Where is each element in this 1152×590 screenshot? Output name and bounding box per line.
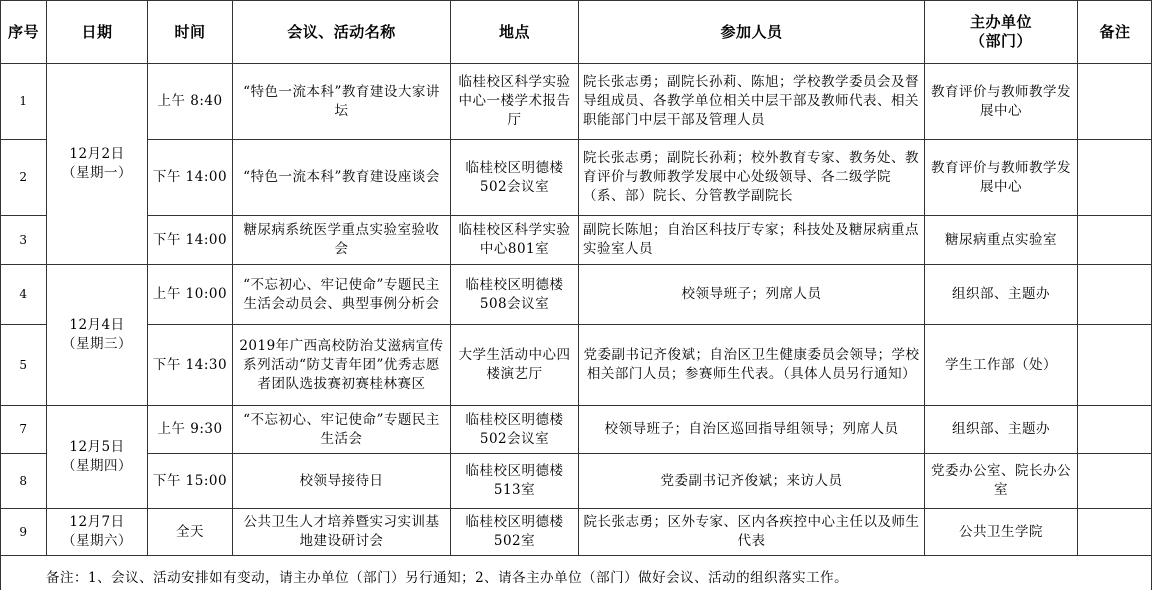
date-label: 12月4日 bbox=[69, 317, 125, 333]
row-remark bbox=[1078, 216, 1152, 265]
row-organizer: 糖尿病重点实验室 bbox=[925, 216, 1078, 265]
header-organizer bbox=[925, 1, 1078, 64]
row-organizer: 教育评价与教师教学发展中心 bbox=[925, 64, 1078, 140]
date-weekday: （星期六） bbox=[62, 533, 132, 549]
table-row bbox=[1, 406, 1152, 454]
row-seq: 2 bbox=[1, 140, 47, 216]
row-place: 临桂校区科学实验中心801室 bbox=[451, 216, 579, 265]
left-border bbox=[0, 0, 1, 590]
row-place: 大学生活动中心四楼演艺厅 bbox=[451, 325, 579, 406]
header-organizer-line2: （部门） bbox=[969, 32, 1032, 50]
table-row bbox=[1, 265, 1152, 325]
table-row bbox=[1, 140, 1152, 216]
table-row bbox=[1, 325, 1152, 406]
date-label: 12月7日 bbox=[69, 514, 125, 530]
row-participants: 校领导班子；列席人员 bbox=[579, 265, 925, 325]
row-time: 上午 9:30 bbox=[148, 406, 233, 454]
row-name: 公共卫生人才培养暨实习实训基地建设研讨会 bbox=[233, 509, 451, 556]
row-name: 校领导接待日 bbox=[233, 454, 451, 509]
table-row bbox=[1, 454, 1152, 509]
row-name: 糖尿病系统医学重点实验室验收会 bbox=[233, 216, 451, 265]
row-organizer: 组织部、主题办 bbox=[925, 265, 1078, 325]
row-name: “不忘初心、牢记使命”专题民主生活会动员会、典型事例分析会 bbox=[233, 265, 451, 325]
row-remark bbox=[1078, 509, 1152, 556]
row-name: 2019年广西高校防治艾滋病宣传系列活动“防艾青年团”优秀志愿者团队选拔赛初赛桂林赛区 bbox=[233, 325, 451, 406]
row-place: 临桂校区明德楼508会议室 bbox=[451, 265, 579, 325]
row-participants: 院长张志勇；区外专家、区内各疾控中心主任以及师生代表 bbox=[579, 509, 925, 556]
header-place: 地点 bbox=[451, 1, 579, 64]
row-name: “特色一流本科”教育建设座谈会 bbox=[233, 140, 451, 216]
row-remark bbox=[1078, 265, 1152, 325]
header-organizer-line1: 主办单位 bbox=[969, 13, 1032, 31]
row-time: 全天 bbox=[148, 509, 233, 556]
header-date: 日期 bbox=[47, 1, 148, 64]
row-seq: 7 bbox=[1, 406, 47, 454]
header-name: 会议、活动名称 bbox=[233, 1, 451, 64]
row-place: 临桂校区明德楼502会议室 bbox=[451, 406, 579, 454]
date-weekday: （星期一） bbox=[62, 165, 132, 181]
row-participants: 党委副书记齐俊斌；来访人员 bbox=[579, 454, 925, 509]
date-cell bbox=[47, 64, 148, 265]
row-remark bbox=[1078, 325, 1152, 406]
row-participants: 副院长陈旭；自治区科技厅专家；科技处及糖尿病重点实验室人员 bbox=[579, 216, 925, 265]
row-seq: 9 bbox=[1, 509, 47, 556]
row-time: 下午 14:00 bbox=[148, 140, 233, 216]
row-name: “特色一流本科”教育建设大家讲坛 bbox=[233, 64, 451, 140]
row-place: 临桂校区科学实验中心一楼学术报告厅 bbox=[451, 64, 579, 140]
row-name: “不忘初心、牢记使命”专题民主生活会 bbox=[233, 406, 451, 454]
row-participants: 院长张志勇；副院长孙莉；校外教育专家、教务处、教育评价与教师教学发展中心处级领导、各二级学院（系、部）院长、分管教学副院长 bbox=[579, 140, 925, 216]
row-place: 临桂校区明德楼502室 bbox=[451, 509, 579, 556]
date-label: 12月2日 bbox=[69, 146, 125, 162]
row-seq: 5 bbox=[1, 325, 47, 406]
row-seq: 8 bbox=[1, 454, 47, 509]
row-seq: 3 bbox=[1, 216, 47, 265]
table-row bbox=[1, 64, 1152, 140]
header-participants: 参加人员 bbox=[579, 1, 925, 64]
row-participants: 党委副书记齐俊斌；自治区卫生健康委员会领导；学校相关部门人员；参赛师生代表。（具体人员另行通知） bbox=[579, 325, 925, 406]
row-remark bbox=[1078, 406, 1152, 454]
row-participants: 校领导班子；自治区巡回指导组领导；列席人员 bbox=[579, 406, 925, 454]
row-organizer: 教育评价与教师教学发展中心 bbox=[925, 140, 1078, 216]
date-weekday: （星期三） bbox=[62, 336, 132, 352]
row-time: 下午 14:30 bbox=[148, 325, 233, 406]
date-label: 12月5日 bbox=[69, 439, 125, 455]
row-organizer: 组织部、主题办 bbox=[925, 406, 1078, 454]
row-time: 下午 15:00 bbox=[148, 454, 233, 509]
date-weekday: （星期四） bbox=[62, 458, 132, 474]
header-remark: 备注 bbox=[1078, 1, 1152, 64]
row-remark bbox=[1078, 454, 1152, 509]
date-cell bbox=[47, 509, 148, 556]
header-row bbox=[1, 1, 1152, 64]
row-seq: 1 bbox=[1, 64, 47, 140]
header-seq: 序号 bbox=[1, 1, 47, 64]
table-row bbox=[1, 509, 1152, 556]
row-time: 上午 8:40 bbox=[148, 64, 233, 140]
table-row bbox=[1, 216, 1152, 265]
footnote: 备注：1、会议、活动安排如有变动，请主办单位（部门）另行通知；2、请各主办单位（部门）做好会议、活动的组织落实工作。 bbox=[46, 570, 849, 586]
row-organizer: 学生工作部（处） bbox=[925, 325, 1078, 406]
row-participants: 院长张志勇；副院长孙莉、陈旭；学校教学委员会及督导组成员、各教学单位相关中层干部及教师代表、相关职能部门中层干部及管理人员 bbox=[579, 64, 925, 140]
row-organizer: 公共卫生学院 bbox=[925, 509, 1078, 556]
date-cell bbox=[47, 265, 148, 406]
row-remark bbox=[1078, 140, 1152, 216]
row-place: 临桂校区明德楼502会议室 bbox=[451, 140, 579, 216]
date-cell bbox=[47, 406, 148, 509]
row-time: 下午 14:00 bbox=[148, 216, 233, 265]
row-seq: 4 bbox=[1, 265, 47, 325]
row-organizer: 党委办公室、院长办公室 bbox=[925, 454, 1078, 509]
row-time: 上午 10:00 bbox=[148, 265, 233, 325]
row-remark bbox=[1078, 64, 1152, 140]
header-time: 时间 bbox=[148, 1, 233, 64]
row-place: 临桂校区明德楼513室 bbox=[451, 454, 579, 509]
